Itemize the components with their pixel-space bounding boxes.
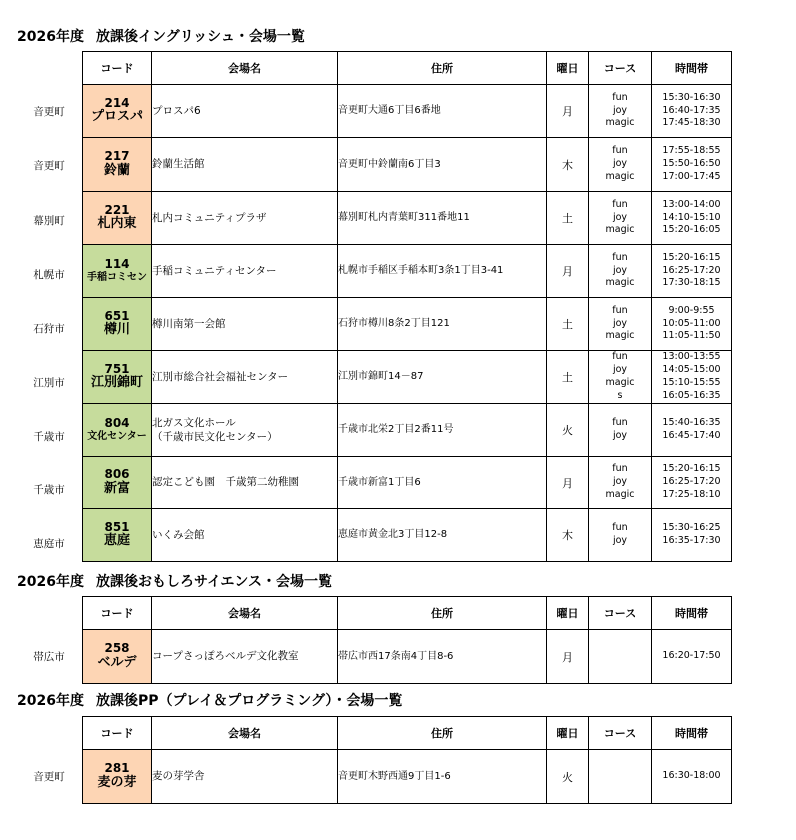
venue-code: 751 — [104, 361, 130, 376]
time-slot: 16:45-17:40 — [662, 430, 721, 441]
course-name: magic — [605, 377, 635, 388]
section-name: 放課後イングリッシュ・会場一覧 — [95, 29, 305, 45]
time-slot: 15:30-16:30 — [662, 91, 721, 103]
area-label: 音更町 — [33, 160, 65, 172]
area-label: 江別市 — [33, 376, 65, 389]
venue-name-cell — [152, 298, 338, 351]
venue-weekday: 火 — [547, 404, 589, 457]
venue-code-cell — [83, 138, 152, 192]
course-name: joy — [612, 364, 628, 376]
column-header: 曜日 — [547, 717, 589, 750]
time-cell — [652, 138, 732, 192]
table-header-row — [83, 597, 732, 630]
time-slot: 11:05-11:50 — [662, 330, 721, 342]
time-slot: 17:30-18:15 — [662, 277, 721, 289]
column-header: コード — [83, 52, 152, 85]
course-cell — [589, 457, 652, 509]
time-slot: 15:30-16:25 — [662, 522, 721, 534]
venue-abbr: 手稲コミセン — [87, 272, 147, 284]
venue-abbr: 新富 — [103, 480, 130, 496]
column-header: コース — [589, 597, 652, 630]
venue-name: コープさっぽろベルデ文化教室 — [152, 650, 299, 663]
area-label: 石狩市 — [33, 322, 65, 335]
venue-name: いくみ会館 — [152, 528, 205, 541]
course-cell — [589, 750, 652, 804]
time-slot: 13:00-13:55 — [662, 351, 721, 363]
time-slot: 13:00-14:00 — [662, 198, 721, 210]
section-name: 放課後おもしろサイエンス・会場一覧 — [95, 574, 333, 590]
venue-code-cell — [83, 245, 152, 298]
course-name: fun — [612, 145, 628, 157]
venue-address: 江別市錦町14－87 — [338, 351, 547, 404]
venue-code-cell — [83, 85, 152, 138]
course-name: joy — [612, 430, 628, 441]
column-header: コード — [83, 597, 152, 630]
area-label: 帯広市 — [33, 651, 65, 663]
course-name: magic — [605, 170, 635, 182]
time-slot: 17:25-18:10 — [662, 488, 721, 500]
venue-abbr: 鈴蘭 — [103, 162, 130, 178]
venue-weekday: 土 — [547, 192, 589, 245]
venue-code: 281 — [104, 761, 130, 776]
venue-weekday: 木 — [547, 509, 589, 562]
table-header-row — [83, 717, 732, 750]
course-name: joy — [612, 211, 628, 223]
venue-code-cell — [83, 351, 152, 404]
course-name: fun — [612, 251, 628, 263]
course-name: magic — [605, 277, 635, 289]
time-slot: 16:25-17:20 — [662, 264, 721, 276]
course-name: joy — [612, 317, 628, 329]
area-label: 恵庭市 — [33, 537, 65, 550]
table-row — [83, 85, 732, 138]
venue-name-cell — [152, 351, 338, 404]
table-row — [83, 298, 732, 351]
column-header: コース — [589, 52, 652, 85]
table-row — [83, 351, 732, 404]
course-name: joy — [612, 264, 628, 276]
time-slot: 17:45-18:30 — [662, 117, 721, 129]
time-slot: 9:00-9:55 — [668, 304, 715, 316]
venue-address: 帯広市西17条南4丁目8-6 — [338, 630, 547, 684]
venue-name: 北ガス文化ホール — [152, 416, 236, 429]
course-name: magic — [605, 330, 635, 342]
course-name: fun — [612, 351, 628, 363]
table-row — [83, 509, 732, 562]
table-row — [83, 457, 732, 509]
course-name: magic — [605, 488, 635, 500]
course-cell — [589, 245, 652, 298]
course-name: fun — [612, 198, 628, 210]
course-name: fun — [612, 522, 628, 534]
venue-abbr: 麦の芽 — [97, 774, 137, 790]
column-header: コード — [83, 717, 152, 750]
table-row — [83, 138, 732, 192]
course-name: fun — [612, 417, 628, 429]
time-slot: 10:05-11:00 — [662, 317, 721, 329]
time-slot: 15:50-16:50 — [662, 158, 721, 170]
course-name: magic — [605, 117, 635, 129]
column-header: 時間帯 — [652, 52, 732, 85]
time-slot: 16:30-18:00 — [662, 770, 721, 782]
venue-table — [82, 51, 732, 562]
time-cell — [652, 351, 732, 404]
venue-name: 鈴蘭生活館 — [152, 158, 205, 171]
venue-address: 恵庭市黄金北3丁目12-8 — [338, 509, 547, 562]
venue-name: 札内コミュニティプラザ — [152, 211, 267, 224]
time-cell — [652, 85, 732, 138]
venue-weekday: 月 — [547, 85, 589, 138]
table-header-row — [83, 52, 732, 85]
time-slot: 15:20-16:15 — [662, 251, 721, 263]
column-header: コース — [589, 717, 652, 750]
time-slot: 16:20-17:50 — [662, 650, 721, 662]
venue-name: 手稲コミュニティセンター — [152, 264, 277, 277]
venue-abbr: ベルデ — [97, 654, 137, 670]
venue-address: 音更町木野西通9丁目1-6 — [338, 750, 547, 804]
table-row — [83, 245, 732, 298]
venue-code: 217 — [104, 149, 130, 164]
time-slot: 17:55-18:55 — [662, 145, 721, 157]
course-cell — [589, 630, 652, 684]
time-slot: 15:20-16:15 — [662, 463, 721, 475]
venue-code-cell — [83, 750, 152, 804]
venue-code-cell — [83, 404, 152, 457]
area-label: 音更町 — [33, 771, 65, 783]
time-cell — [652, 750, 732, 804]
course-cell — [589, 509, 652, 562]
section-year: 2026年度 — [17, 574, 84, 590]
venue-table — [82, 716, 732, 804]
time-slot: 16:05-16:35 — [662, 389, 721, 401]
venue-code: 651 — [104, 308, 130, 323]
column-header: 曜日 — [547, 597, 589, 630]
table-row — [83, 192, 732, 245]
venue-weekday: 月 — [547, 245, 589, 298]
venue-code: 804 — [104, 416, 130, 431]
column-header: 時間帯 — [652, 717, 732, 750]
section-title — [17, 26, 305, 46]
table-row — [83, 630, 732, 684]
course-name: s — [617, 389, 623, 401]
table-row — [83, 404, 732, 457]
venue-weekday: 火 — [547, 750, 589, 804]
section-title — [17, 690, 402, 710]
venue-address: 幕別町札内青葉町311番地11 — [338, 192, 547, 245]
venue-weekday: 月 — [547, 457, 589, 509]
area-label: 千歳市 — [33, 484, 65, 496]
venue-abbr: 樽川 — [103, 322, 130, 338]
venue-name-cell — [152, 192, 338, 245]
venue-name-cell — [152, 750, 338, 804]
venue-name-cell — [152, 85, 338, 138]
venue-code: 214 — [104, 95, 130, 110]
venue-name: 江別市総合社会福祉センター — [152, 370, 289, 383]
venue-name: プロスパ6 — [152, 104, 201, 117]
course-cell — [589, 298, 652, 351]
time-slot: 17:00-17:45 — [662, 170, 721, 182]
time-cell — [652, 245, 732, 298]
time-slot: 16:35-17:30 — [662, 535, 721, 546]
venue-weekday: 木 — [547, 138, 589, 192]
course-name: joy — [612, 158, 628, 170]
venue-name-cell — [152, 138, 338, 192]
venue-abbr: プロスパ — [90, 109, 143, 125]
venue-code-cell — [83, 630, 152, 684]
column-header: 会場名 — [152, 597, 338, 630]
venue-code: 806 — [104, 467, 130, 482]
section-year: 2026年度 — [17, 29, 84, 45]
time-slot: 14:10-15:10 — [662, 211, 721, 223]
venue-weekday: 土 — [547, 351, 589, 404]
section-name: 放課後PP（プレイ＆プログラミング）・会場一覧 — [95, 693, 403, 709]
venue-address: 札幌市手稲区手稲本町3条1丁目3-41 — [338, 245, 547, 298]
venue-code: 114 — [104, 257, 130, 272]
venue-name: 麦の芽学舎 — [152, 770, 205, 783]
time-cell — [652, 404, 732, 457]
area-label: 幕別町 — [33, 214, 65, 227]
venue-abbr: 札内東 — [97, 216, 137, 232]
course-cell — [589, 404, 652, 457]
area-label: 札幌市 — [33, 268, 65, 281]
venue-code-cell — [83, 457, 152, 509]
time-cell — [652, 509, 732, 562]
time-slot: 16:40-17:35 — [662, 104, 721, 116]
venue-table — [82, 596, 732, 684]
course-cell — [589, 85, 652, 138]
venue-abbr: 文化センター — [87, 431, 147, 443]
venue-name: （千歳市民文化センター） — [152, 431, 278, 443]
course-name: joy — [612, 476, 628, 488]
venue-code-cell — [83, 509, 152, 562]
time-cell — [652, 630, 732, 684]
venue-weekday: 土 — [547, 298, 589, 351]
time-cell — [652, 192, 732, 245]
venue-code-cell — [83, 192, 152, 245]
time-cell — [652, 298, 732, 351]
venue-address: 音更町中鈴蘭南6丁目3 — [338, 138, 547, 192]
time-slot: 15:10-15:55 — [662, 377, 721, 388]
area-label: 千歳市 — [33, 430, 65, 443]
venue-name: 樽川南第一会館 — [152, 317, 226, 330]
venue-abbr: 江別錦町 — [90, 375, 143, 391]
area-label: 音更町 — [33, 105, 65, 118]
venue-address: 音更町大通6丁目6番地 — [338, 85, 547, 138]
time-slot: 15:40-16:35 — [662, 417, 721, 429]
column-header: 曜日 — [547, 52, 589, 85]
column-header: 住所 — [338, 717, 547, 750]
column-header: 住所 — [338, 597, 547, 630]
course-name: joy — [612, 535, 628, 546]
column-header: 時間帯 — [652, 597, 732, 630]
column-header: 会場名 — [152, 52, 338, 85]
time-slot: 14:05-15:00 — [662, 364, 721, 376]
column-header: 住所 — [338, 52, 547, 85]
venue-code: 221 — [104, 202, 130, 217]
course-cell — [589, 138, 652, 192]
time-slot: 16:25-17:20 — [662, 476, 721, 488]
venue-abbr: 恵庭 — [103, 533, 130, 549]
venue-code: 851 — [104, 519, 130, 534]
course-name: magic — [605, 224, 635, 236]
time-cell — [652, 457, 732, 509]
course-cell — [589, 192, 652, 245]
venue-code-cell — [83, 298, 152, 351]
venue-name-cell — [152, 245, 338, 298]
venue-address: 千歳市新富1丁目6 — [338, 457, 547, 509]
venue-address: 石狩市樽川8条2丁目121 — [338, 298, 547, 351]
venue-name: 認定こども園 千歳第二幼稚園 — [152, 476, 299, 489]
course-name: joy — [612, 104, 628, 116]
column-header: 会場名 — [152, 717, 338, 750]
venue-name-cell — [152, 457, 338, 509]
venue-name-cell — [152, 509, 338, 562]
venue-name-cell — [152, 404, 338, 457]
course-name: fun — [612, 91, 628, 103]
course-name: fun — [612, 463, 628, 475]
venue-address: 千歳市北栄2丁目2番11号 — [338, 404, 547, 457]
venue-code: 258 — [104, 641, 130, 656]
course-name: fun — [612, 304, 628, 316]
section-year: 2026年度 — [17, 693, 84, 709]
course-cell — [589, 351, 652, 404]
section-title — [17, 571, 332, 591]
venue-name-cell — [152, 630, 338, 684]
table-row — [83, 750, 732, 804]
venue-weekday: 月 — [547, 630, 589, 684]
time-slot: 15:20-16:05 — [662, 224, 721, 236]
